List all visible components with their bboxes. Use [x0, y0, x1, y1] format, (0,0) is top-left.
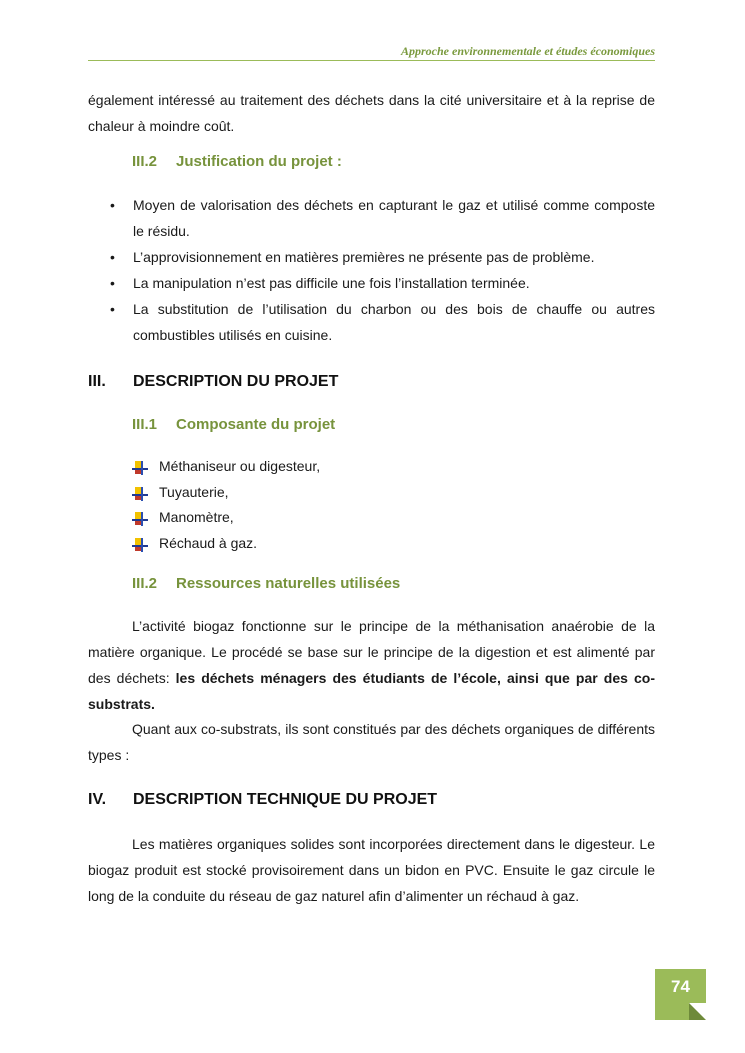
subheading-number: III.1: [132, 416, 158, 433]
page-number-box: [655, 969, 706, 1020]
subheading-justification: [132, 153, 342, 170]
list-item: Tuyauterie,: [132, 480, 320, 506]
composante-list: [132, 454, 320, 556]
ressources-paragraph-1: L’activité biogaz fonctionne sur le principe de la méthanisation anaérobie de la matière organique. Le procédé se base sur le principe de la digestion et est alimenté par des déchets: les déchets ménagers des étudiants de l’école, ainsi que par des co-substrats.: [88, 618, 655, 712]
header-rule: [88, 60, 655, 61]
list-item: • Moyen de valorisation des déchets en capturant le gaz et utilisé comme composte le résidu.: [88, 192, 655, 244]
section-title: DESCRIPTION DU PROJET: [133, 373, 339, 390]
arrow-marker-icon: [132, 485, 148, 501]
subheading-composante: [132, 416, 335, 433]
section-title: DESCRIPTION TECHNIQUE DU PROJET: [133, 791, 438, 808]
list-item: • L’approvisionnement en matières premières ne présente pas de problème.: [88, 244, 655, 270]
list-item: • La manipulation n’est pas difficile une fois l’installation terminée.: [88, 270, 655, 296]
justification-list: [88, 192, 655, 348]
intro-paragraph: également intéressé au traitement des déchets dans la cité universitaire et à la reprise de chaleur à moindre coût.: [88, 92, 655, 134]
subheading-title: Justification du projet :: [176, 153, 342, 170]
bullet-dot-icon: •: [110, 197, 115, 213]
section-heading-description: [88, 373, 338, 391]
bullet-dot-icon: •: [110, 249, 115, 265]
bullet-dot-icon: •: [110, 275, 115, 291]
subheading-number: III.2: [132, 575, 158, 592]
section-number: III.: [88, 373, 106, 390]
bullet-dot-icon: •: [110, 301, 115, 317]
page-fold-corner: [689, 1003, 706, 1020]
page-number: 74: [671, 977, 690, 996]
ressources-paragraph-2: Quant aux co-substrats, ils sont constitués par des déchets organiques de différents types :: [88, 721, 655, 763]
list-item: Manomètre,: [132, 505, 320, 531]
technique-paragraph: Les matières organiques solides sont incorporées directement dans le digesteur. Le biogaz produit est stocké provisoirement dans un bidon en PVC. Ensuite le gaz circule le long de la conduite du réseau de gaz naturel afin d’alimenter un réchaud à gaz.: [88, 836, 655, 904]
subheading-title: Composante du projet: [176, 416, 336, 433]
arrow-marker-icon: [132, 459, 148, 475]
list-item: Méthaniseur ou digesteur,: [132, 454, 320, 480]
subheading-title: Ressources naturelles utilisées: [176, 575, 401, 592]
section-heading-technique: [88, 791, 437, 809]
arrow-marker-icon: [132, 536, 148, 552]
arrow-marker-icon: [132, 510, 148, 526]
list-item: Réchaud à gaz.: [132, 531, 320, 557]
section-number: IV.: [88, 791, 107, 808]
subheading-number: III.2: [132, 153, 158, 170]
list-item: • La substitution de l’utilisation du charbon ou des bois de chauffe ou autres combustibles utilisés en cuisine.: [88, 296, 655, 348]
running-header: Approche environnementale et études économiques: [401, 44, 655, 58]
subheading-ressources: [132, 575, 400, 592]
